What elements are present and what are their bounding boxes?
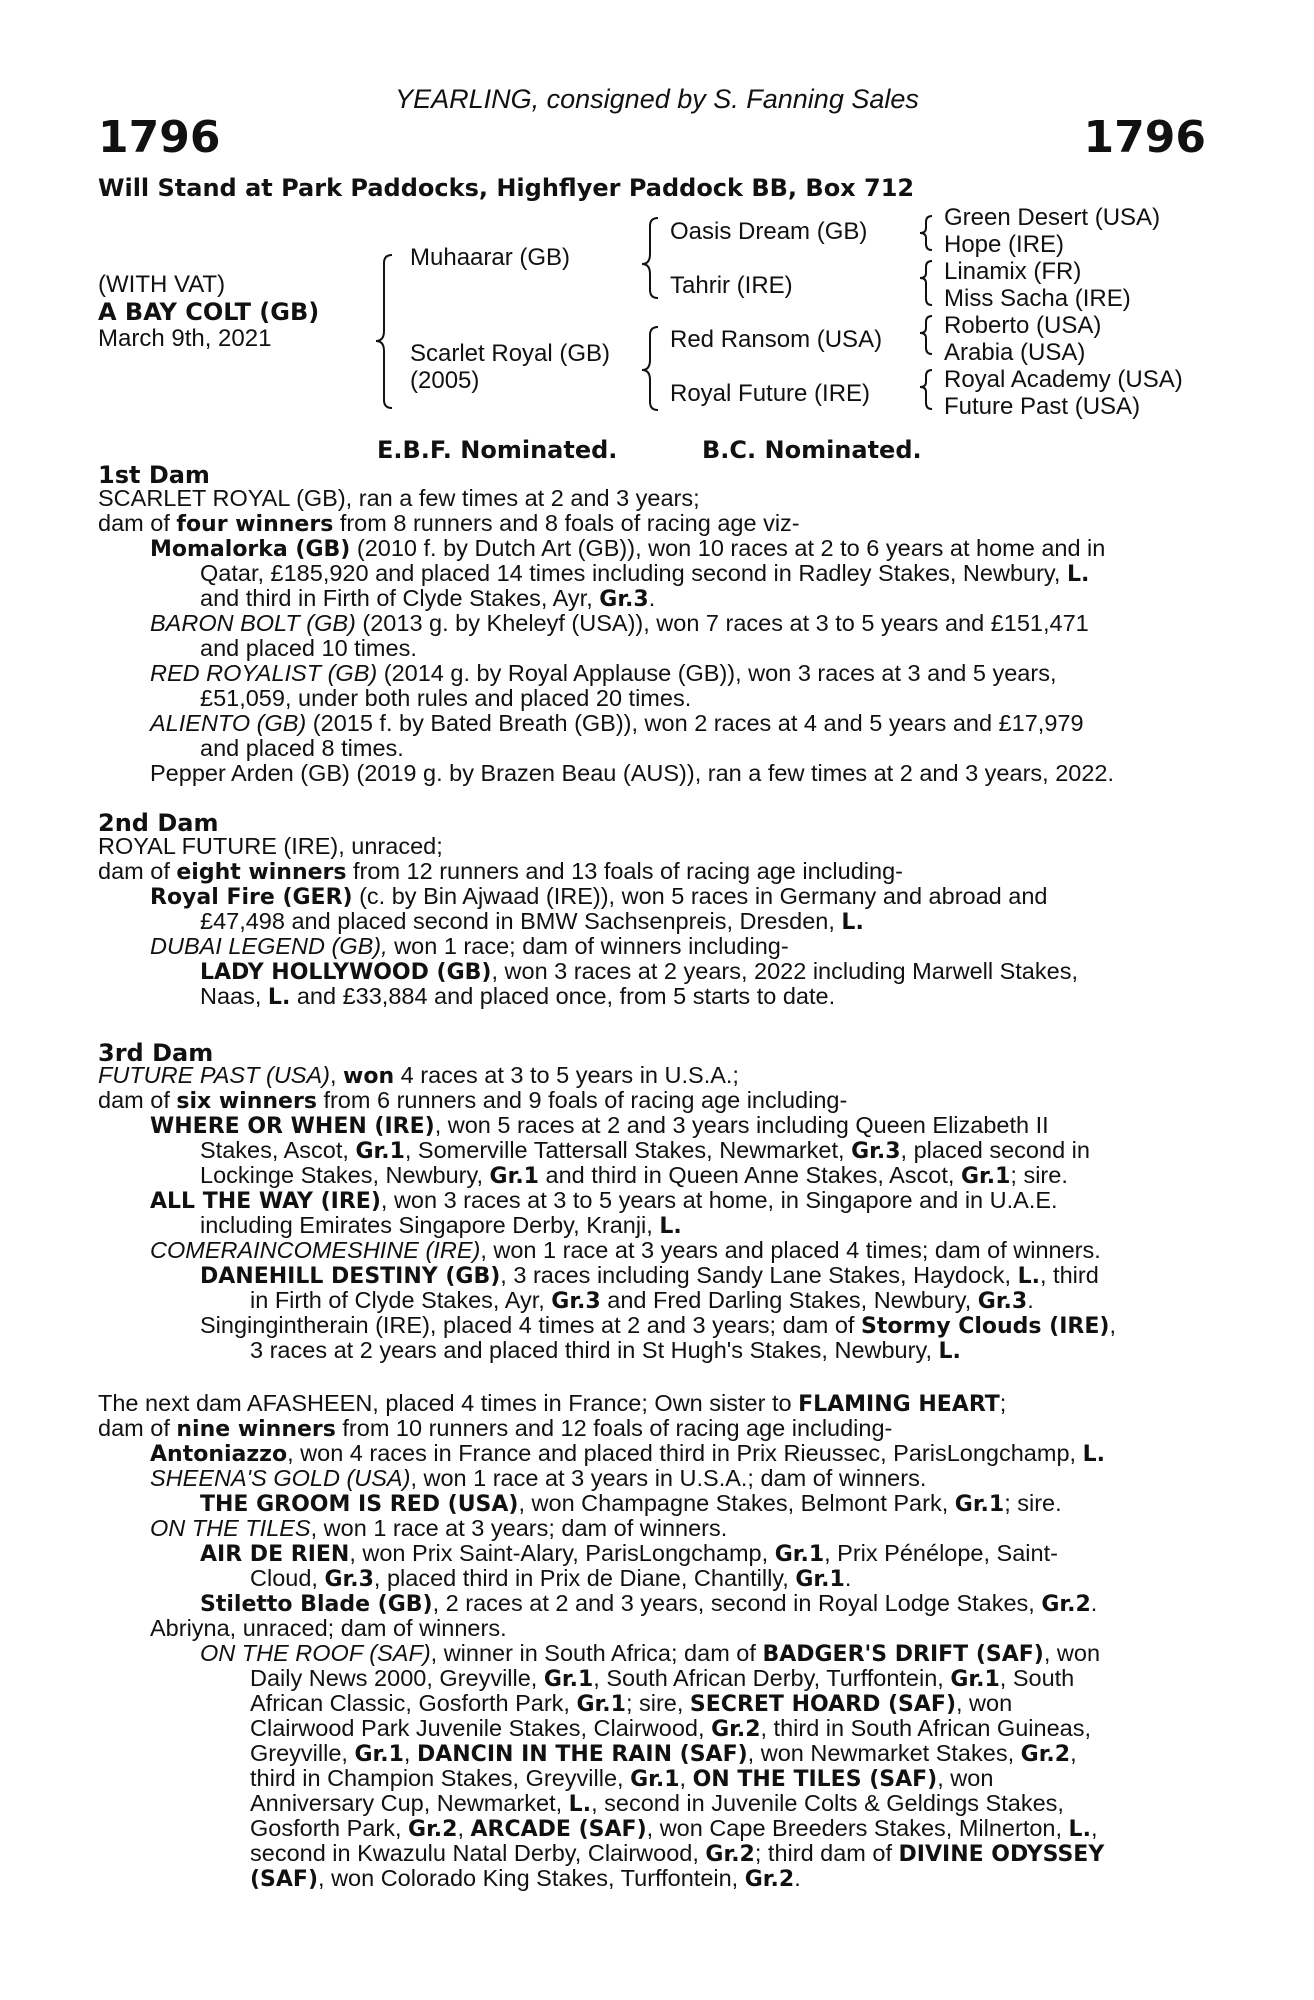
nextdam-line-2: dam of nine winners from 10 runners and 12 foals of racing age including- — [98, 1415, 893, 1442]
lot-number-right: 1796 — [1083, 112, 1206, 163]
nextdam-line-17: Anniversary Cup, Newmarket, L., second in Juvenile Colts & Geldings Stakes, — [250, 1790, 1064, 1817]
pedigree-dam-year: (2005) — [410, 367, 480, 394]
nextdam-line-18: Gosforth Park, Gr.2, ARCADE (SAF), won Cape Breeders Stakes, Milnerton, L., — [250, 1815, 1098, 1842]
nextdam-line-1: The next dam AFASHEEN, placed 4 times in France; Own sister to FLAMING HEART; — [98, 1390, 1007, 1417]
dam3-heading: 3rd Dam — [98, 1039, 214, 1067]
nextdam-line-9: Stiletto Blade (GB), 2 races at 2 and 3 years, second in Royal Lodge Stakes, Gr.2. — [200, 1590, 1098, 1617]
dam1-line-10: ALIENTO (GB) (2015 f. by Bated Breath (GB)), won 2 races at 4 and 5 years and £17,979 — [150, 710, 1084, 736]
nextdam-line-6: ON THE TILES, won 1 race at 3 years; dam of winners. — [150, 1515, 728, 1541]
nextdam-line-5: THE GROOM IS RED (USA), won Champagne Stakes, Belmont Park, Gr.1; sire. — [200, 1490, 1062, 1517]
dam1-line-9: £51,059, under both rules and placed 20 times. — [200, 685, 692, 711]
dam1-line-3: Momalorka (GB) (2010 f. by Dutch Art (GB)), won 10 races at 2 to 6 years at home and in — [150, 535, 1106, 562]
pedigree-gg-8: Future Past (USA) — [944, 393, 1141, 420]
dam3-line-1: FUTURE PAST (USA), won 4 races at 3 to 5 years in U.S.A.; — [98, 1062, 739, 1089]
dam1-line-11: and placed 8 times. — [200, 735, 404, 761]
dam1-line-12: Pepper Arden (GB) (2019 g. by Brazen Beau (AUS)), ran a few times at 2 and 3 years, 2022. — [150, 760, 1115, 786]
nextdam-line-3: Antoniazzo, won 4 races in France and placed third in Prix Rieussec, ParisLongchamp, L. — [150, 1440, 1105, 1467]
pedigree-gg-4: Miss Sacha (IRE) — [944, 285, 1131, 312]
dam2-line-7: Naas, L. and £33,884 and placed once, from 5 starts to date. — [200, 983, 836, 1010]
nextdam-line-16: third in Champion Stakes, Greyville, Gr.1, ON THE TILES (SAF), won — [250, 1765, 994, 1792]
nextdam-line-15: Greyville, Gr.1, DANCIN IN THE RAIN (SAF), won Newmarket Stakes, Gr.2, — [250, 1740, 1077, 1767]
dam1-line-2: dam of four winners from 8 runners and 8 foals of racing age viz- — [98, 510, 800, 537]
dam2-line-5: DUBAI LEGEND (GB), won 1 race; dam of winners including- — [150, 933, 789, 959]
nextdam-line-11: ON THE ROOF (SAF), winner in South Africa; dam of BADGER'S DRIFT (SAF), won — [200, 1640, 1101, 1667]
pedigree-sire-sire: Oasis Dream (GB) — [670, 218, 868, 245]
dam1-line-5: and third in Firth of Clyde Stakes, Ayr, Gr.3. — [200, 585, 656, 612]
dam3-line-5: Lockinge Stakes, Newbury, Gr.1 and third in Queen Anne Stakes, Ascot, Gr.1; sire. — [200, 1162, 1068, 1189]
dam3-line-8: COMERAINCOMESHINE (IRE), won 1 race at 3 years and placed 4 times; dam of winners. — [150, 1237, 1101, 1263]
lot-number-left: 1796 — [98, 112, 221, 163]
dam1-line-1: SCARLET ROYAL (GB), ran a few times at 2 and 3 years; — [98, 485, 700, 511]
nextdam-line-19: second in Kwazulu Natal Derby, Clairwood, Gr.2; third dam of DIVINE ODYSSEY — [250, 1840, 1105, 1867]
pedigree-dam-sire: Red Ransom (USA) — [670, 326, 883, 353]
bc-nomination: B.C. Nominated. — [702, 436, 922, 464]
dam1-line-4: Qatar, £185,920 and placed 14 times including second in Radley Stakes, Newbury, L. — [200, 560, 1090, 587]
dam3-line-12: 3 races at 2 years and placed third in St Hugh's Stakes, Newbury, L. — [250, 1337, 961, 1364]
dam2-line-3: Royal Fire (GER) (c. by Bin Ajwaad (IRE)), won 5 races in Germany and abroad and — [150, 883, 1048, 910]
nextdam-line-4: SHEENA'S GOLD (USA), won 1 race at 3 years in U.S.A.; dam of winners. — [150, 1465, 927, 1491]
dam1-line-6: BARON BOLT (GB) (2013 g. by Kheleyf (USA)), won 7 races at 3 to 5 years and £151,471 — [150, 610, 1089, 636]
dam3-line-11: Singingintherain (IRE), placed 4 times at 2 and 3 years; dam of Stormy Clouds (IRE), — [200, 1312, 1116, 1339]
dam2-line-2: dam of eight winners from 12 runners and 13 foals of racing age including- — [98, 858, 903, 885]
vat-note: (WITH VAT) — [98, 271, 226, 298]
pedigree-gg-6: Arabia (USA) — [944, 339, 1086, 366]
pedigree-gg-2: Hope (IRE) — [944, 231, 1065, 258]
dam1-heading: 1st Dam — [98, 461, 210, 489]
dam1-line-7: and placed 10 times. — [200, 635, 417, 661]
pedigree-gg-1: Green Desert (USA) — [944, 204, 1161, 231]
nextdam-line-20: (SAF), won Colorado King Stakes, Turffontein, Gr.2. — [250, 1865, 801, 1892]
nextdam-line-12: Daily News 2000, Greyville, Gr.1, South African Derby, Turffontein, Gr.1, South — [250, 1665, 1075, 1692]
dam2-line-6: LADY HOLLYWOOD (GB), won 3 races at 2 years, 2022 including Marwell Stakes, — [200, 958, 1078, 985]
foaling-date: March 9th, 2021 — [98, 325, 272, 352]
dam3-line-3: WHERE OR WHEN (IRE), won 5 races at 2 and 3 years including Queen Elizabeth II — [150, 1112, 1049, 1139]
nextdam-line-10: Abriyna, unraced; dam of winners. — [150, 1615, 507, 1641]
pedigree-dam: Scarlet Royal (GB) — [410, 340, 611, 367]
dam2-line-1: ROYAL FUTURE (IRE), unraced; — [98, 833, 443, 859]
pedigree-gg-5: Roberto (USA) — [944, 312, 1102, 339]
nextdam-line-14: Clairwood Park Juvenile Stakes, Clairwood, Gr.2, third in South African Guineas, — [250, 1715, 1091, 1742]
dam2-heading: 2nd Dam — [98, 809, 219, 837]
pedigree-gg-7: Royal Academy (USA) — [944, 366, 1183, 393]
dam2-line-4: £47,498 and placed second in BMW Sachsenpreis, Dresden, L. — [200, 908, 864, 935]
pedigree-sire-dam: Tahrir (IRE) — [670, 272, 793, 299]
subject-name: A BAY COLT (GB) — [98, 298, 320, 326]
dam3-line-4: Stakes, Ascot, Gr.1, Somerville Tattersall Stakes, Newmarket, Gr.3, placed second in — [200, 1137, 1090, 1164]
ebf-nomination: E.B.F. Nominated. — [377, 436, 618, 464]
dam3-line-9: DANEHILL DESTINY (GB), 3 races including Sandy Lane Stakes, Haydock, L., third — [200, 1262, 1099, 1289]
dam3-line-6: ALL THE WAY (IRE), won 3 races at 3 to 5 years at home, in Singapore and in U.A.E. — [150, 1187, 1058, 1214]
pedigree-sire: Muhaarar (GB) — [410, 244, 571, 271]
stand-info: Will Stand at Park Paddocks, Highflyer Paddock BB, Box 712 — [98, 174, 915, 202]
dam3-line-2: dam of six winners from 6 runners and 9 foals of racing age including- — [98, 1087, 848, 1114]
consignment-line: YEARLING, consigned by S. Fanning Sales — [395, 84, 919, 114]
dam1-line-8: RED ROYALIST (GB) (2014 g. by Royal Applause (GB)), won 3 races at 3 and 5 years, — [150, 660, 1057, 686]
nextdam-line-7: AIR DE RIEN, won Prix Saint-Alary, ParisLongchamp, Gr.1, Prix Pénélope, Saint- — [200, 1540, 1058, 1567]
dam3-line-7: including Emirates Singapore Derby, Kranji, L. — [200, 1212, 682, 1239]
dam3-line-10: in Firth of Clyde Stakes, Ayr, Gr.3 and Fred Darling Stakes, Newbury, Gr.3. — [250, 1287, 1034, 1314]
nextdam-line-13: African Classic, Gosforth Park, Gr.1; sire, SECRET HOARD (SAF), won — [250, 1690, 1013, 1717]
pedigree-dam-dam: Royal Future (IRE) — [670, 380, 871, 407]
pedigree-gg-3: Linamix (FR) — [944, 258, 1082, 285]
nextdam-line-8: Cloud, Gr.3, placed third in Prix de Diane, Chantilly, Gr.1. — [250, 1565, 852, 1592]
